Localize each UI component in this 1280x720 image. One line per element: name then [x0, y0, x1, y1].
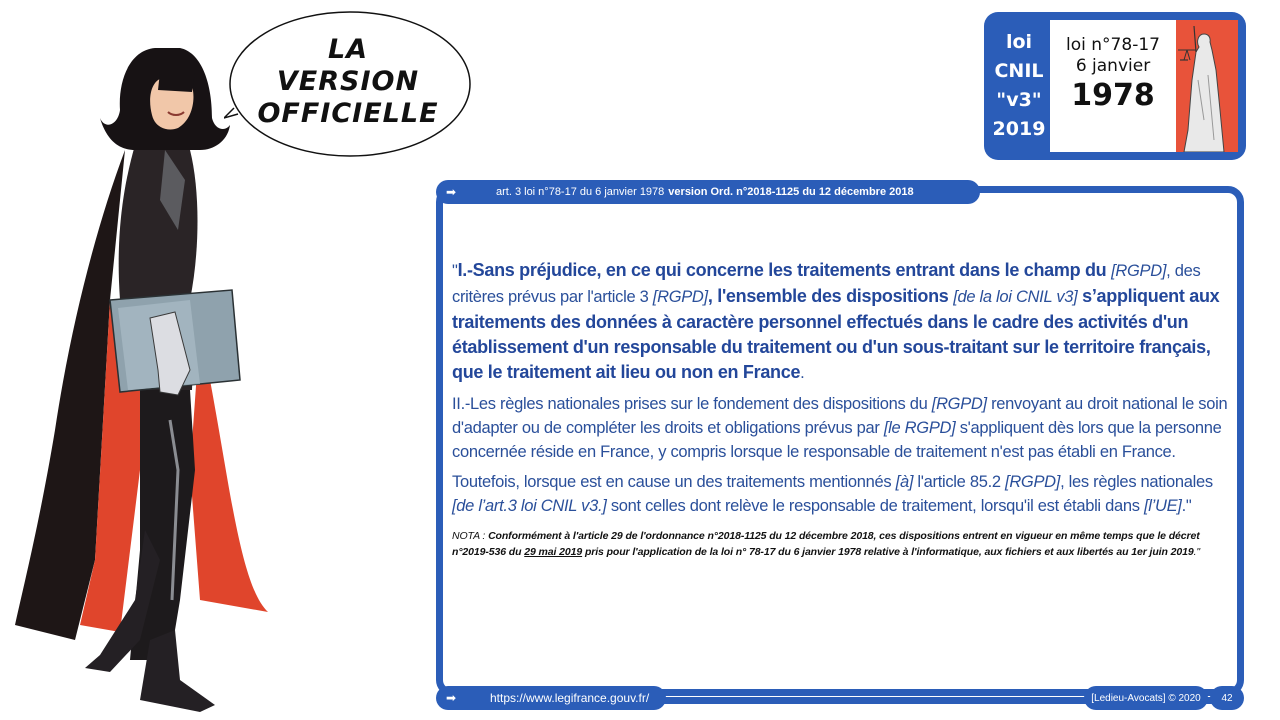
- nota-underlined-date: 29 mai 2019: [524, 546, 583, 558]
- page-number-tab: [1210, 686, 1244, 710]
- text-italic: [RGPD]: [931, 395, 987, 413]
- article-version: version Ord. n°2018-1125 du 12 décembre 2018: [668, 186, 914, 198]
- speech-bubble: [224, 8, 472, 160]
- paragraph-3: [452, 470, 1232, 518]
- text-italic: [de la loi CNIL v3]: [953, 288, 1078, 306]
- article-header-tab: [436, 180, 980, 204]
- text-italic: [RGPD]: [1005, 473, 1061, 491]
- article-reference: art. 3 loi n°78-17 du 6 janvier 1978: [496, 186, 665, 198]
- text-italic: [RGPD]: [1111, 262, 1167, 280]
- text-italic: [à]: [895, 473, 914, 491]
- source-link-tab[interactable]: [436, 686, 666, 710]
- nota-text: pris pour l'application de la loi n° 78-17 du 6 janvier 1978 relative à l'informatique, aux fichiers et aux libertés au 1er juin 2019: [582, 546, 1194, 558]
- badge-date: 6 janvier: [1075, 56, 1151, 76]
- page-number: 42: [1221, 692, 1233, 704]
- article-text: [452, 258, 1232, 560]
- badge-card: [1050, 20, 1238, 152]
- text-italic: [le RGPD]: [883, 419, 956, 437]
- text-bold: I.-Sans préjudice, en ce qui concerne les traitements entrant dans le champ du: [457, 260, 1107, 280]
- text-normal: renvoyant au droit national le soin d'adapter ou de compléter les droits et obligations prévus par: [452, 395, 1228, 437]
- law-badge: [984, 12, 1246, 160]
- quote-mark: ": [452, 262, 458, 280]
- nota-label: NOTA :: [452, 530, 489, 542]
- badge-label-line: loi: [1005, 31, 1033, 53]
- bubble-line: LA: [327, 34, 369, 65]
- bubble-line: VERSION: [276, 66, 420, 97]
- nota-text: .": [1193, 546, 1201, 558]
- text-normal: s'appliquent dès lors que la personne concernée réside en France, y compris lorsque le responsable de traitement n'est pas établi en France.: [452, 419, 1222, 461]
- badge-version-label: [988, 18, 1050, 154]
- badge-label-line: "v3": [996, 89, 1042, 111]
- justice-statue-icon: [1174, 20, 1236, 152]
- badge-law-text: [1050, 34, 1176, 116]
- badge-law-number: loi n°78-17: [1066, 35, 1160, 55]
- paragraph-1: [452, 258, 1232, 386]
- text-normal: sont celles dont relève le responsable de traitement, lorsqu'il est établi dans: [606, 497, 1144, 515]
- arrow-right-icon: ➡: [446, 185, 457, 199]
- bubble-line: OFFICIELLE: [257, 98, 439, 129]
- nota-text: Conformément à l'article 29 de l'ordonnance n°2018-1125 du 12 décembre 2018, ces dispositions entrent en vigueur en même temps que le décret n°2019-536 du: [452, 530, 1200, 558]
- bubble-text: [224, 34, 472, 130]
- badge-year: 1978: [1071, 78, 1155, 113]
- text-italic: [de l’art.3 loi CNIL v3.]: [452, 497, 607, 515]
- badge-label-line: CNIL: [994, 60, 1044, 82]
- text-normal: , les règles nationales: [1060, 473, 1213, 491]
- text-normal: .": [1181, 497, 1192, 515]
- text-bold: s’appliquent aux traitements des données à caractère personnel effectués dans le cadre des activités d'un établissement d'un responsable du traitement ou d'un sous-traitant sur le territoire français, que le traitement ait lieu ou non en France: [452, 286, 1220, 382]
- text-bold: l'ensemble des dispositions: [712, 286, 954, 306]
- paragraph-2: [452, 392, 1232, 464]
- text-italic: [l’UE]: [1143, 497, 1182, 515]
- text-normal: Toutefois, lorsque est en cause un des traitements mentionnés: [452, 473, 896, 491]
- text-normal: , des critères prévus par l'article 3: [452, 262, 1201, 306]
- source-url-link[interactable]: https://www.legifrance.gouv.fr/: [490, 691, 650, 705]
- arrow-right-icon: ➡: [446, 691, 457, 705]
- copyright-tab: [1084, 686, 1208, 710]
- text-normal: l'article 85.2: [913, 473, 1006, 491]
- text-normal: .: [800, 364, 805, 382]
- nota-footnote: [452, 528, 1232, 560]
- text-normal: II.-Les règles nationales prises sur le fondement des dispositions du: [452, 395, 932, 413]
- copyright-text: [Ledieu-Avocats] © 2020: [1091, 692, 1201, 704]
- badge-label-line: 2019: [992, 118, 1046, 140]
- text-bold: ,: [707, 286, 713, 306]
- text-italic: [RGPD]: [652, 288, 708, 306]
